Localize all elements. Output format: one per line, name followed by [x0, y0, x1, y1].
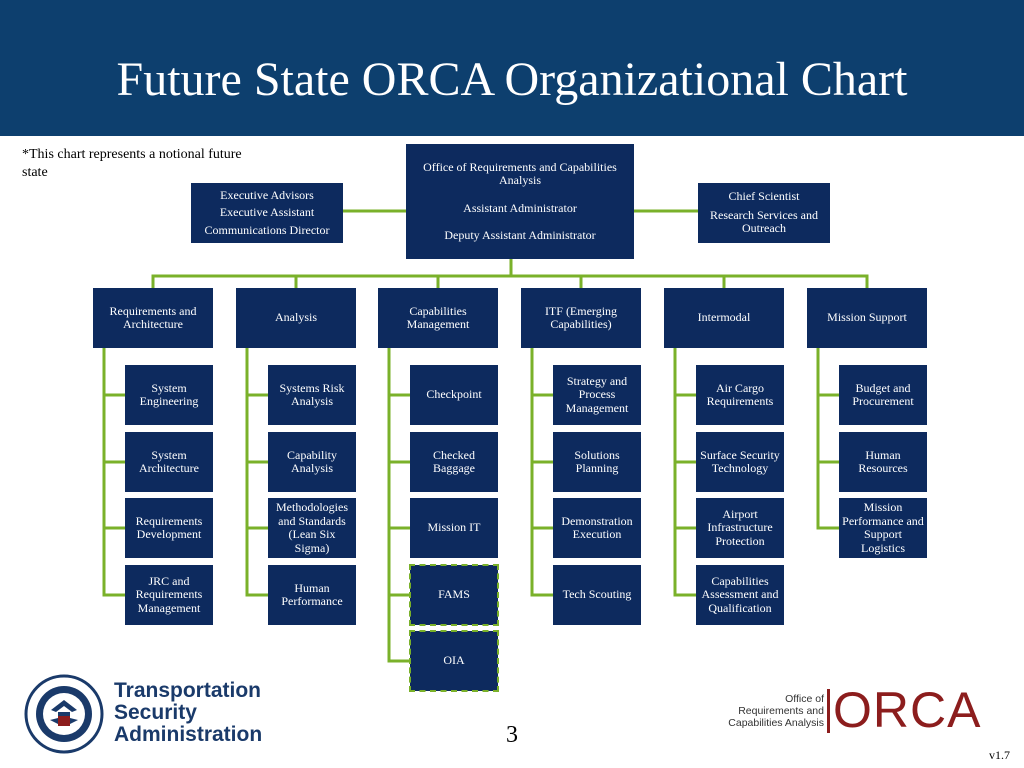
unit-system-engineering: System Engineering — [125, 365, 213, 425]
unit-checked-baggage: Checked Baggage — [410, 432, 498, 492]
page-number: 3 — [506, 722, 518, 748]
division-mission-support: Mission Support — [807, 288, 927, 348]
communications-director: Communications Director — [204, 222, 330, 237]
unit-air-cargo-requirements: Air Cargo Requirements — [696, 365, 784, 425]
unit-human-resources: Human Resources — [839, 432, 927, 492]
unit-mission-it: Mission IT — [410, 498, 498, 558]
orca-wordmark: ORCA — [833, 682, 982, 738]
division-intermodal: Intermodal — [664, 288, 784, 348]
tsa-word-2: Security — [114, 701, 197, 724]
division-capabilities-management: Capabilities Management — [378, 288, 498, 348]
tsa-word-1: Transportation — [114, 679, 262, 702]
notional-note: *This chart represents a notional future state — [22, 147, 242, 180]
version-label: v1.7 — [989, 748, 1010, 762]
orca-sub-1: Office of — [785, 693, 824, 705]
orca-sub-2: Requirements and — [738, 705, 824, 717]
unit-solutions-planning: Solutions Planning — [553, 432, 641, 492]
unit-human-performance: Human Performance — [268, 565, 356, 625]
unit-budget-and-procurement: Budget and Procurement — [839, 365, 927, 425]
chief-scientist: Chief Scientist — [728, 189, 800, 204]
orca-divider — [827, 689, 830, 733]
page-title: Future State ORCA Organizational Chart — [116, 53, 908, 106]
orca-logo — [700, 682, 990, 738]
tsa-logo — [24, 674, 284, 754]
unit-oia: OIA — [410, 631, 498, 691]
executive-advisors: Executive Advisors — [220, 187, 314, 202]
executive-assistant: Executive Assistant — [219, 205, 315, 220]
orca-sub-3: Capabilities Analysis — [728, 717, 824, 729]
top-office-box — [406, 144, 634, 259]
division-itf-emerging-capabilities: ITF (Emerging Capabilities) — [521, 288, 641, 348]
division-analysis: Analysis — [236, 288, 356, 348]
science-staff-box — [698, 183, 830, 243]
unit-jrc-and-requirements-management: JRC and Requirements Management — [125, 565, 213, 625]
research-services: Research Services and Outreach — [710, 207, 818, 236]
unit-strategy-and-process-management: Strategy and Process Management — [553, 365, 641, 425]
unit-system-architecture: System Architecture — [125, 432, 213, 492]
unit-capabilities-assessment-and-qualification: Capabilities Assessment and Qualification — [696, 565, 784, 625]
unit-checkpoint: Checkpoint — [410, 365, 498, 425]
unit-tech-scouting: Tech Scouting — [553, 565, 641, 625]
unit-surface-security-technology: Surface Security Technology — [696, 432, 784, 492]
unit-requirements-development: Requirements Development — [125, 498, 213, 558]
unit-mission-performance-and-support-logistics: Mission Performance and Support Logistics — [839, 498, 927, 558]
unit-methodologies-and-standards-lean-six-sigma: Methodologies and Standards (Lean Six Sigma) — [268, 498, 356, 558]
deputy-assistant-administrator: Deputy Assistant Administrator — [444, 227, 596, 242]
top-office-name: Office of Requirements and Capabilities Analysis — [423, 159, 617, 188]
unit-systems-risk-analysis: Systems Risk Analysis — [268, 365, 356, 425]
executive-staff-box — [191, 183, 343, 243]
tsa-word-3: Administration — [114, 723, 263, 746]
assistant-administrator: Assistant Administrator — [463, 200, 577, 215]
division-requirements-and-architecture: Requirements and Architecture — [93, 288, 213, 348]
unit-capability-analysis: Capability Analysis — [268, 432, 356, 492]
title-banner — [0, 0, 1024, 136]
unit-airport-infrastructure-protection: Airport Infrastructure Protection — [696, 498, 784, 558]
unit-demonstration-execution: Demonstration Execution — [553, 498, 641, 558]
unit-fams: FAMS — [410, 565, 498, 625]
dhs-seal-icon — [24, 674, 104, 754]
